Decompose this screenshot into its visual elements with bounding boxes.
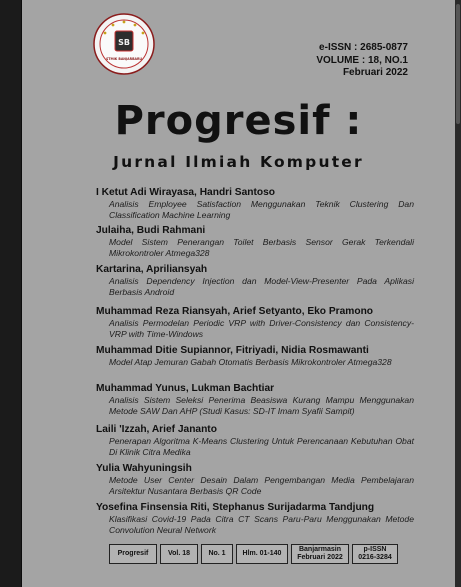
- journal-title: Progresif :: [114, 98, 363, 144]
- footer-pissn: 0216-3284: [358, 554, 392, 561]
- article-authors: Yosefina Finsensia Riti, Stephanus Surijadarma Tandjung: [96, 502, 375, 513]
- stmik-logo: [93, 13, 155, 75]
- article-authors: Yulia Wahyuningsih: [96, 463, 192, 474]
- article-entry: [96, 383, 414, 417]
- article-title: Analisis Sistem Seleksi Penerima Beasiswa Kurang Mampu Menggunakan Metode SAW Dan AHP (Studi Kasus: SD-IT Imam Syafii Sampit): [109, 395, 414, 416]
- article-entry: [96, 264, 414, 298]
- article-authors: Muhammad Yunus, Lukman Bachtiar: [96, 383, 275, 394]
- article-entry: [96, 345, 414, 368]
- issue-date: Februari 2022: [342, 67, 408, 78]
- article-title: Analisis Dependency Injection dan Model-View-Presenter Pada Aplikasi Berbasis Android: [109, 276, 414, 297]
- footer-pissn-label: p-ISSN: [363, 545, 387, 553]
- article-entry: [96, 424, 414, 458]
- journal-subtitle: Jurnal Ilmiah Komputer: [113, 153, 364, 171]
- article-title: Penerapan Algoritma K-Means Clustering Untuk Perencanaan Kebutuhan Obat Di Klinik Citra Medika: [109, 436, 414, 457]
- journal-cover-page: [22, 0, 455, 587]
- article-entry: [96, 502, 414, 536]
- footer-pages: Hlm. 01-140: [236, 544, 288, 564]
- article-entry: [96, 225, 414, 259]
- article-authors: I Ketut Adi Wirayasa, Handri Santoso: [96, 187, 275, 198]
- article-title: Klasifikasi Covid-19 Pada Citra CT Scans Paru-Paru Menggunakan Metode Convolution Neural Network: [109, 514, 414, 535]
- cover-footer: [109, 544, 398, 564]
- article-authors: Muhammad Reza Riansyah, Arief Setyanto, Eko Pramono: [96, 306, 374, 317]
- article-title: Model Sistem Penerangan Toilet Berbasis Sensor Gerak Terkendali Mikrokontroler Atmega328: [109, 237, 414, 258]
- scrollbar-thumb[interactable]: [456, 4, 460, 124]
- footer-journal: Progresif: [109, 544, 157, 564]
- volume-number: VOLUME : 18, NO.1: [316, 54, 408, 66]
- article-authors: Kartarina, Apriliansyah: [96, 264, 208, 275]
- footer-date: Februari 2022: [297, 554, 343, 561]
- footer-volume: Vol. 18: [160, 544, 198, 564]
- article-title: Analisis Permodelan Periodic VRP with Driver-Consistency dan Consistency-VRP with Time-Windows: [109, 318, 414, 339]
- footer-place-date: [291, 544, 349, 564]
- logo-text: STMIK BANJARBARU: [105, 57, 143, 61]
- article-entry: [96, 187, 414, 221]
- e-issn: e-ISSN : 2685-0877: [319, 42, 408, 53]
- article-entry: [96, 463, 414, 497]
- article-title: Metode User Center Desain Dalam Pengembangan Media Pembelajaran Arsitektur Nusantara Berbasis QR Code: [109, 475, 414, 496]
- footer-number: No. 1: [201, 544, 233, 564]
- footer-place: Banjarmasin: [298, 545, 342, 553]
- issn-block: [316, 42, 408, 80]
- article-authors: Muhammad Ditie Supiannor, Fitriyadi, Nidia Rosmawanti: [96, 345, 369, 356]
- footer-pissn-box: [352, 544, 398, 564]
- article-title: Model Atap Jemuran Gabah Otomatis Berbasis Mikrokontroler Atmega328: [109, 357, 392, 367]
- article-title: Analisis Employee Satisfaction Menggunakan Teknik Clustering Dan Classification Machine Learning: [109, 199, 414, 220]
- article-entry: [96, 306, 414, 340]
- svg-text:SB: SB: [118, 38, 130, 47]
- article-authors: Julaiha, Budi Rahmani: [96, 225, 206, 236]
- article-authors: Laili 'Izzah, Arief Jananto: [96, 424, 217, 435]
